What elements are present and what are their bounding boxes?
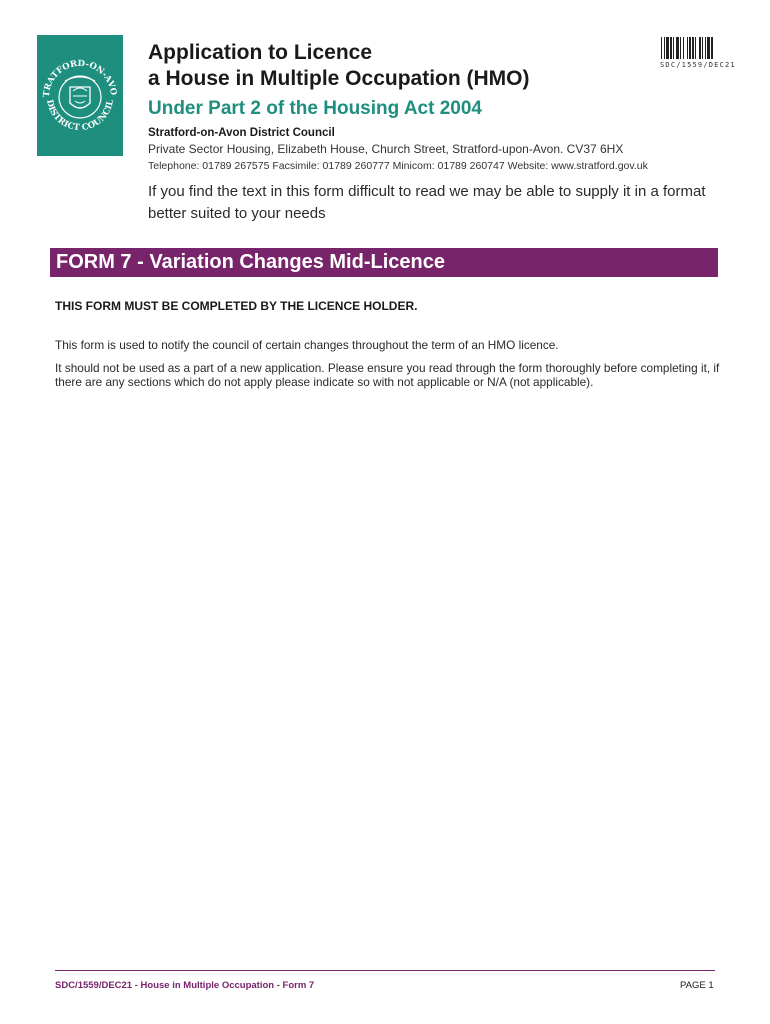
accessibility-note: If you find the text in this form difficult to read we may be able to supply it in a format better suited to your needs [148,183,706,222]
svg-text:STRATFORD-ON-AVON: TRATFORD-ON-AVO [41,58,119,98]
form-title-line1: Application to Licence [148,41,373,64]
form-banner [50,248,718,277]
council-logo [37,35,123,156]
footer-reference: SDC/1559/DEC21 - House in Multiple Occupation - Form 7 [55,980,315,991]
form-subtitle: Under Part 2 of the Housing Act 2004 [148,98,482,119]
footer-divider [55,970,715,971]
form-title-line2: a House in Multiple Occupation (HMO) [148,67,530,90]
council-contact: Telephone: 01789 267575 Facsimile: 01789 260777 Minicom: 01789 260747 Website: www.stratford.gov.uk [148,160,648,172]
barcode-text: SDC/1559/DEC21 [660,61,736,69]
title-block [148,40,530,121]
intro-paragraph-1: This form is used to notify the council of certain changes throughout the term of an HMO licence. [55,338,559,352]
svg-text:DISTRICT COUNCIL: DISTRICT COUNCIL [44,98,116,134]
page-number: PAGE 1 [680,980,714,991]
form-banner-title: FORM 7 - Variation Changes Mid-Licence [56,251,445,273]
council-address: Private Sector Housing, Elizabeth House, Church Street, Stratford-upon-Avon. CV37 6HX [148,142,624,156]
barcode [661,37,733,59]
completion-instruction: THIS FORM MUST BE COMPLETED BY THE LICENCE HOLDER. [55,299,418,313]
intro-paragraph-2: It should not be used as a part of a new application. Please ensure you read through the form thoroughly before completing it, if there are any sections which do not apply please indicate so with not applicable or N/A (not applicable). [55,361,720,389]
council-name: Stratford-on-Avon District Council [148,127,335,139]
